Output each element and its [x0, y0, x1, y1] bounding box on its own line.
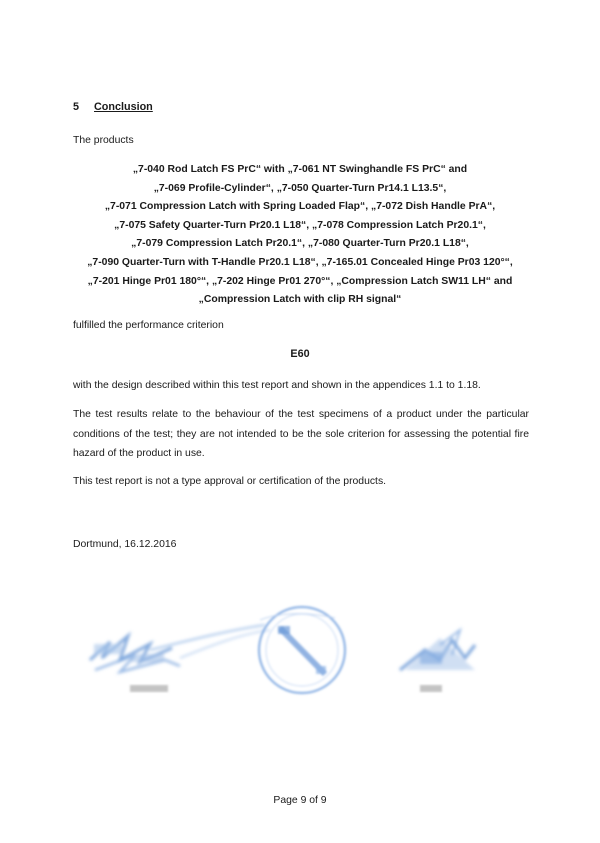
- section-number: 5: [73, 101, 80, 113]
- performance-criterion: E60: [290, 348, 310, 360]
- products-line: „Compression Latch with clip RH signal“: [198, 294, 402, 306]
- products-list: [60, 161, 540, 310]
- products-line: „7-069 Profile-Cylinder“, „7-050 Quarter-Turn Pr14.1 L13.5“,: [153, 182, 447, 194]
- signatures-and-stamp: [80, 600, 520, 710]
- products-line: „7-079 Compression Latch Pr20.1“, „7-080 Quarter-Turn Pr20.1 L18“,: [131, 238, 469, 250]
- left-signature: [90, 625, 270, 672]
- design-text: with the design described within this test report and shown in the appendices 1.1 to 1.18.: [73, 380, 481, 391]
- stamp: [259, 607, 345, 693]
- approval-text: This test report is not a type approval or certification of the products.: [73, 476, 387, 487]
- results-text: The test results relate to the behaviour of the test specimens of a product under the particular conditions of the test; they are not intended to be the sole criterion for assessing the potential fire hazard of the product in use.: [73, 409, 529, 459]
- section-title: Conclusion: [94, 101, 153, 113]
- left-signature-caption: [130, 685, 168, 692]
- products-line: „7-075 Safety Quarter-Turn Pr20.1 L18“, „7-078 Compression Latch Pr20.1“,: [114, 219, 486, 231]
- fulfilled-text: fulfilled the performance criterion: [73, 320, 224, 331]
- right-signature: [400, 630, 475, 670]
- intro-text: The products: [73, 135, 134, 146]
- place-date: Dortmund, 16.12.2016: [73, 539, 177, 550]
- right-signature-caption: [420, 685, 442, 692]
- products-line: „7-201 Hinge Pr01 180°“, „7-202 Hinge Pr01 270°“, „Compression Latch SW11 LH“ and: [87, 275, 513, 287]
- page-footer: Page 9 of 9: [273, 795, 327, 806]
- products-line: „7-071 Compression Latch with Spring Loaded Flap“, „7-072 Dish Handle PrA“,: [104, 201, 496, 213]
- products-line: „7-040 Rod Latch FS PrC“ with „7-061 NT Swinghandle FS PrC“ and: [132, 164, 468, 175]
- section-heading: [73, 101, 153, 113]
- products-line: „7-090 Quarter-Turn with T-Handle Pr20.1 L18“, „7-165.01 Concealed Hinge Pr03 120°“,: [87, 256, 513, 268]
